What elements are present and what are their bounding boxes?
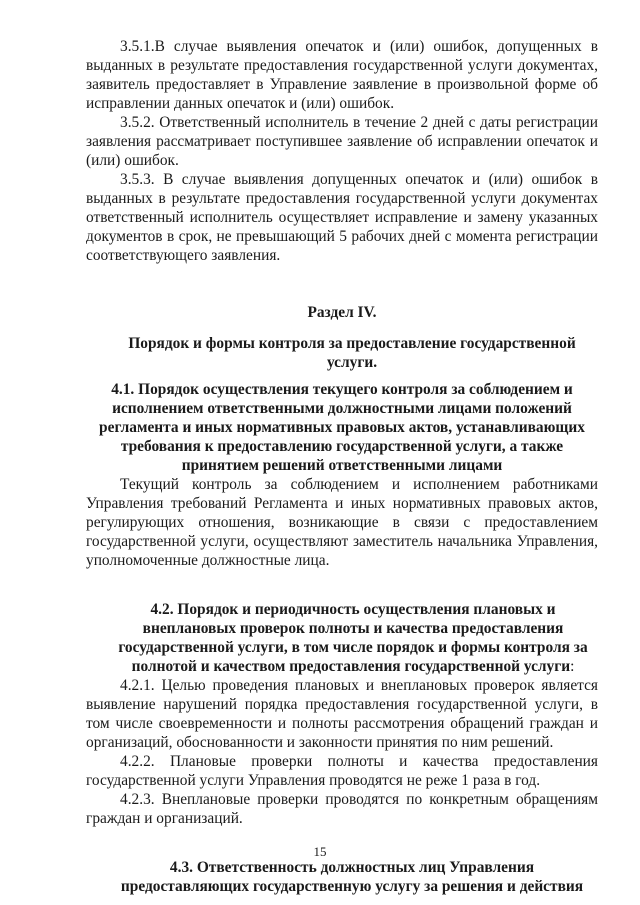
paragraph-3-5-1: 3.5.1.В случае выявления опечаток и (или) ошибок, допущенных в выданных в результате предоставления государственной услуги документах, заявитель предоставляет в Управление заявление в произвольной форме об исправлении данных опечаток и (или) ошибок. <box>86 38 598 112</box>
heading-4-3: 4.3. Ответственность должностных лиц Управления предоставляющих государственную услугу за решения и действия <box>120 859 584 895</box>
paragraph-4-2-3: 4.2.3. Внеплановые проверки проводятся по конкретным обращениям граждан и организаций. <box>86 791 598 827</box>
heading-4-2 <box>86 600 598 676</box>
paragraph-4-2-2: 4.2.2. Плановые проверки полноты и качества предоставления государственной услуги Управления проводятся не реже 1 раза в год. <box>86 753 598 789</box>
page-number: 15 <box>313 844 327 859</box>
section-subtitle: Порядок и формы контроля за предоставление государственной услуги. <box>128 335 576 371</box>
paragraph-4-1: Текущий контроль за соблюдением и исполнением работниками Управления требований Регламента и иных нормативных правовых актов, регулирующих отношения, возникающие в связи с предоставлением государственной услуги, осуществляют заместитель начальника Управления, уполномоченные должностные лица. <box>86 476 598 569</box>
section-title: Раздел IV. <box>307 304 377 321</box>
heading-4-2-text: 4.2. Порядок и периодичность осуществления плановых и внеплановых проверок полноты и качества предоставления государственной услуги, в том числе порядок и формы контроля за полнотой и качеством предоставления государственной услуги <box>118 601 588 675</box>
heading-4-2-colon: : <box>570 658 575 675</box>
paragraph-3-5-2: 3.5.2. Ответственный исполнитель в течение 2 дней с даты регистрации заявления рассматривает поступившее заявление об исправлении опечаток и (или) ошибок. <box>86 114 598 169</box>
paragraph-3-5-3: 3.5.3. В случае выявления допущенных опечаток и (или) ошибок в выданных в результате предоставления государственной услуги документах ответственный исполнитель осуществляет исправление и замену указанных документов в срок, не превышающий 5 рабочих дней с момента регистрации соответствующего заявления. <box>86 171 598 264</box>
document-page <box>86 37 598 896</box>
paragraph-4-2-1: 4.2.1. Целью проведения плановых и внеплановых проверок является выявление нарушений порядка предоставления государственной услуги, в том числе своевременности и полноты рассмотрения обращений граждан и организаций, обоснованности и законности принятия по ним решений. <box>86 677 598 751</box>
heading-4-1: 4.1. Порядок осуществления текущего контроля за соблюдением и исполнением ответственными должностными лицами положений регламента и иных нормативных правовых актов, устанавливающих требования к предоставлению государственной услуги, а также принятием решений ответственными лицами <box>99 381 585 474</box>
